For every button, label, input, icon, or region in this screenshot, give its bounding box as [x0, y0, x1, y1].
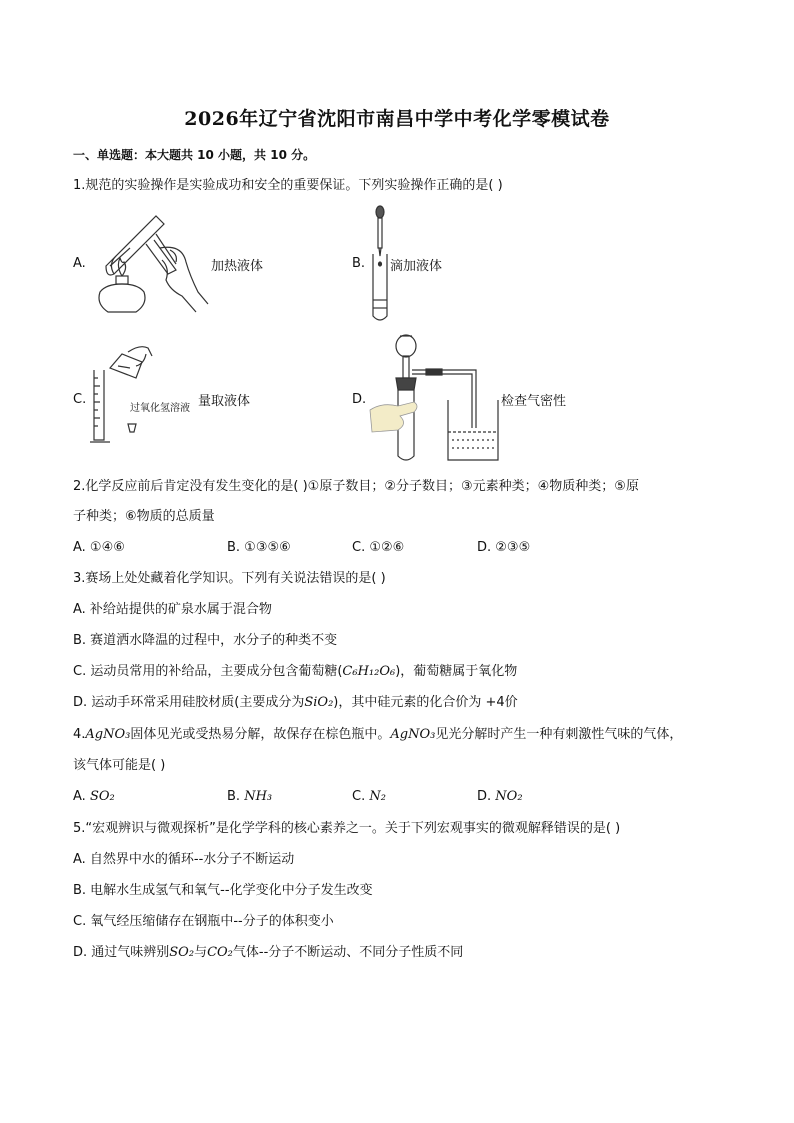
q3-option-a[interactable]: A. 补给站提供的矿泉水属于混合物 — [73, 602, 272, 617]
q2-option-a[interactable]: A. ①④⑥ — [73, 540, 125, 555]
airtightness-check-figure — [368, 332, 500, 464]
q4-text1: 固体见光或受热易分解，故保存在棕色瓶中。 — [130, 727, 391, 742]
q4-stem-line1 — [73, 725, 682, 745]
q2-option-c[interactable]: C. ①②⑥ — [352, 540, 405, 555]
q4-option-c-formula: N₂ — [369, 789, 386, 804]
q4-option-c[interactable] — [352, 787, 386, 807]
q3-option-d-text-pre: D. 运动手环常采用硅胶材质(主要成分为 — [73, 695, 305, 710]
q2-stem-line2: 子种类；⑥物质的总质量 — [73, 509, 215, 524]
q4-option-a[interactable] — [73, 787, 115, 807]
q1-option-b-letter[interactable]: B. — [352, 256, 366, 271]
q2-stem-line1: 2.化学反应前后肯定没有发生变化的是( )①原子数目；②分子数目；③元素种类；④物质种类；⑤原 — [73, 479, 639, 494]
q2-option-d[interactable]: D. ②③⑤ — [477, 540, 531, 555]
dropper-figure — [368, 204, 392, 322]
q4-option-d-letter: D. — [477, 789, 492, 804]
heating-liquid-figure — [86, 204, 212, 322]
section-heading: 一、单选题：本大题共 10 小题，共 10 分。 — [73, 148, 316, 162]
q5-option-d-mid: 与 — [194, 945, 208, 960]
q1-option-a-letter[interactable]: A. — [73, 256, 86, 271]
silver-nitrate-formula-2: AgNO₃ — [390, 727, 436, 742]
q4-option-a-letter: A. — [73, 789, 86, 804]
q5-option-a[interactable]: A. 自然界中水的循环--水分子不断运动 — [73, 852, 295, 867]
q4-option-b[interactable] — [227, 787, 272, 807]
q4-option-c-letter: C. — [352, 789, 366, 804]
q1-option-c-letter[interactable]: C. — [73, 392, 87, 407]
q2-option-b[interactable]: B. ①③⑤⑥ — [227, 540, 291, 555]
q4-option-a-formula: SO₂ — [89, 789, 115, 804]
q1-option-c-text: 量取液体 — [198, 394, 251, 409]
q5-option-d-pre: D. 通过气味辨别 — [73, 945, 170, 960]
q1-stem: 1.规范的实验操作是实验成功和安全的重要保证。下列实验操作正确的是( ) — [73, 178, 503, 193]
q1-option-a-text: 加热液体 — [211, 259, 264, 274]
page-title: 2026年辽宁省沈阳市南昌中学中考化学零模试卷 — [184, 108, 610, 130]
q4-option-d-formula: NO₂ — [495, 789, 523, 804]
q3-option-d-text-post: )，其中硅元素的化合价为 +4价 — [333, 695, 518, 710]
q3-option-c-text-pre: C. 运动员常用的补给品，主要成分包含葡萄糖( — [73, 664, 343, 679]
q5-option-d[interactable] — [73, 943, 463, 963]
q4-text2: 见光分解时产生一种有刺激性气味的气体， — [435, 727, 683, 742]
q4-option-b-formula: NH₃ — [244, 789, 273, 804]
graduated-cylinder-figure — [88, 344, 198, 446]
q1-option-d-text: 检查气密性 — [501, 394, 567, 409]
silica-formula: SiO₂ — [304, 695, 334, 710]
q1-option-d-letter[interactable]: D. — [352, 392, 367, 407]
silver-nitrate-formula: AgNO₃ — [85, 727, 131, 742]
glucose-formula: C₆H₁₂O₆ — [342, 664, 396, 679]
q3-option-b[interactable]: B. 赛道洒水降温的过程中，水分子的种类不变 — [73, 633, 338, 648]
q1-option-b-text: 滴加液体 — [390, 259, 443, 274]
q5-option-c[interactable]: C. 氧气经压缩储存在钢瓶中--分子的体积变小 — [73, 914, 334, 929]
q3-option-d[interactable] — [73, 693, 518, 713]
q4-number: 4. — [73, 727, 86, 742]
q3-option-c-text-post: )，葡萄糖属于氧化物 — [395, 664, 518, 679]
q5-option-b[interactable]: B. 电解水生成氢气和氧气--化学变化中分子发生改变 — [73, 883, 373, 898]
sulfur-dioxide-formula: SO₂ — [169, 945, 195, 960]
q5-option-d-post: 气体--分子不断运动、不同分子性质不同 — [232, 945, 464, 960]
q4-option-d[interactable] — [477, 787, 523, 807]
hydrogen-peroxide-label: 过氧化氢溶液 — [130, 403, 190, 414]
carbon-dioxide-formula: CO₂ — [207, 945, 233, 960]
q4-stem-line2: 该气体可能是( ) — [73, 758, 166, 773]
q4-option-b-letter: B. — [227, 789, 241, 804]
q5-stem: 5.“宏观辨识与微观探析”是化学学科的核心素养之一。关于下列宏观事实的微观解释错误的是( ) — [73, 821, 621, 836]
q3-option-c[interactable] — [73, 662, 517, 682]
q3-stem: 3.赛场上处处藏着化学知识。下列有关说法错误的是( ) — [73, 571, 386, 586]
